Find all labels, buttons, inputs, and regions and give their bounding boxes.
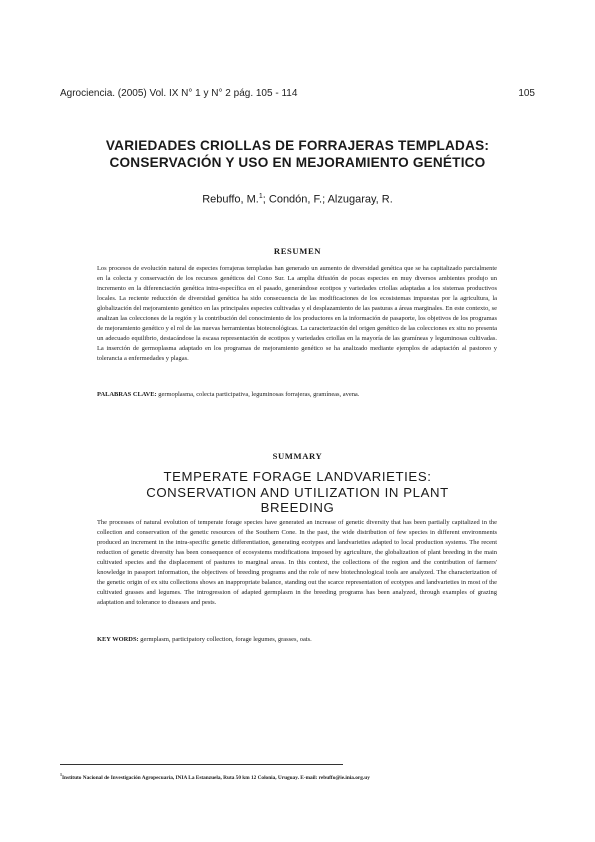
title-es-line-2: CONSERVACIÓN Y USO EN MEJORAMIENTO GENÉTICO <box>109 155 486 170</box>
key-words <box>97 635 497 645</box>
footnote-divider <box>60 764 343 765</box>
key-words-label: KEY WORDS: <box>97 636 139 643</box>
palabras-clave-label: PALABRAS CLAVE: <box>97 391 157 398</box>
resumen-heading: RESUMEN <box>273 246 322 256</box>
author-list <box>0 193 595 206</box>
page-number: 105 <box>518 88 535 99</box>
palabras-clave-list: germoplasma, colecta participativa, leguminosas forrajeras, gramíneas, avena. <box>156 391 360 398</box>
affiliation-footnote <box>60 771 540 782</box>
author-rest: ; Condón, F.; Alzugaray, R. <box>262 193 393 206</box>
palabras-clave <box>97 390 497 400</box>
footnote-marker: 1 <box>60 772 62 777</box>
journal-citation: Agrociencia. (2005) Vol. IX N° 1 y N° 2 pág. 105 - 114 <box>60 88 298 99</box>
title-en-line-2: CONSERVATION AND UTILIZATION IN PLANT <box>146 484 449 500</box>
resumen-body: Los procesos de evolución natural de especies forrajeras templadas han generado un aumento de diversidad genética que se ha capitalizado parcialmente en la colecta y conservación de los recursos genéticos del Cono Sur. La amplia difusión de pocas especies en muy diversos ambientes produjo un incremento en la diferenciación genética intra-específica en el pasado, generándose ecotipos y variedades criollas adaptadas a los sistemas productivos locales. La reciente reducción de diversidad genética ha sido consecuencia de las modificaciones de los ecosistemas impuestas por la agricultura, la globalización del mejoramiento genético en las principales especies cultivadas y el desplazamiento de las pasturas a áreas marginales. En este contexto, se analizan las colecciones de la región y la contribución del conocimiento de los productores en la información de pasaporte, los objetivos de los programas de mejoramiento genético y el rol de las nuevas herramientas biotecnológicas. La caracterización del origen genético de las colecciones ex situ no presenta un adecuado equilibrio, destacándose la escasa representación de ecotipos y variedades criollas en la mayoría de las gramíneas y leguminosas cultivadas. La inserción de germoplasma adaptado en los programas de mejoramiento genético se ha analizado mediante ejemplos de adaptación al pastoreo y tolerancia a enfermedades y plagas. <box>97 265 497 363</box>
summary-heading: SUMMARY <box>272 451 323 461</box>
article-title-english <box>60 469 535 516</box>
title-en-line-1: TEMPERATE FORAGE LANDVARIETIES: <box>163 469 432 484</box>
running-header <box>60 88 535 99</box>
key-words-list: germplasm, participatory collection, forage legumes, grasses, oats. <box>138 636 312 643</box>
title-en-line-3: BREEDING <box>260 500 335 516</box>
author-affiliation-marker: 1 <box>258 193 263 200</box>
title-es-line-1: VARIEDADES CRIOLLAS DE FORRAJERAS TEMPLADAS: <box>105 138 490 153</box>
summary-body: The processes of natural evolution of temperate forage species have generated an increase of genetic diversity that has been partially capitalized in the collection and conservation of the genetic resources of the Southern Cone. In the past, the wide distribution of few species in different environments produced an increment in the intra-specific genetic differentiation, generating ecotypes and landvarieties adapted to local production systems. The recent reduction of genetic diversity has been consequence of ecosystems modifications imposed by agriculture, the globalization of plant breeding in the main cultivated species and the displacement of pastures to marginal areas. In this context, the collections of the region and the contribution of farmers' knowledge in passport information, the objectives of breeding programs and the role of new biotechnological tools are analyzed. The characterization of the genetic origin of ex situ collections shows an inappropriate balance, standing out the scarce representation of ecotypes and landvarieties in most of the cultivated grasses and legumes. The introgression of adapted germplasm in the breeding programs has been analyzed, through examples of grazing adaptation and tolerance to diseases and pests. <box>97 519 497 607</box>
article-title-spanish <box>60 137 535 171</box>
author-first: Rebuffo, M. <box>202 193 259 206</box>
footnote-text: Instituto Nacional de Investigación Agropecuaria, INIA La Estanzuela, Ruta 50 km 12 Colonia, Uruguay. E-mail: rebuffo@ie.inia.org.uy <box>62 774 370 781</box>
